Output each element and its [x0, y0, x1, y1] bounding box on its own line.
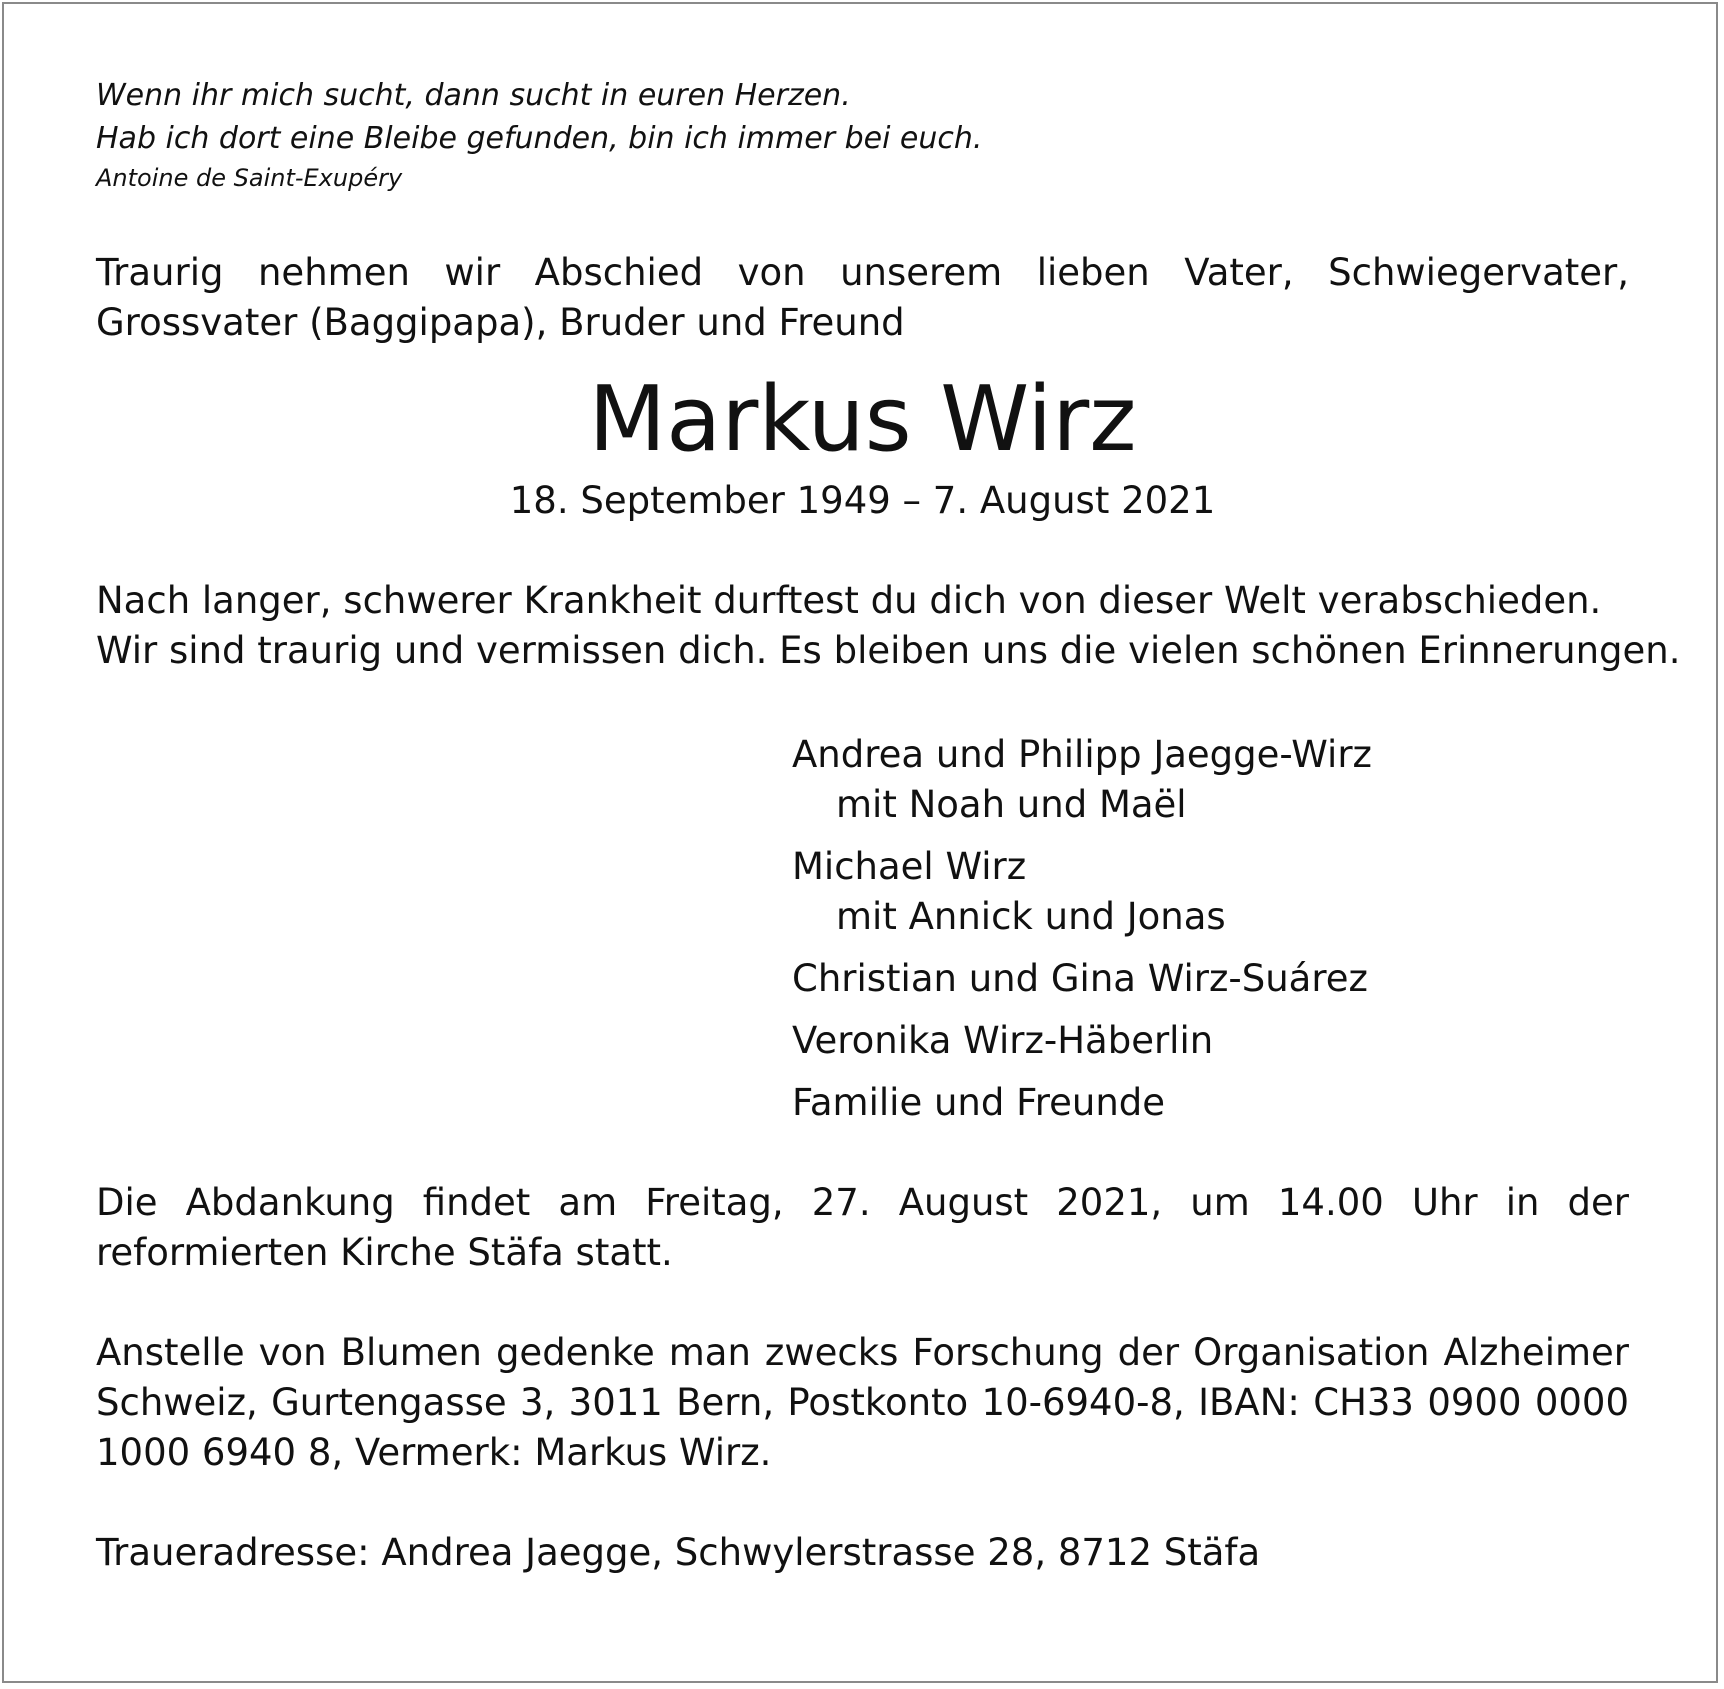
- mourning-address: Traueradresse: Andrea Jaegge, Schwylerstrasse 28, 8712 Stäfa: [96, 1531, 1261, 1574]
- mourner-family: mit Noah und Maël: [836, 783, 1187, 826]
- quote-line: Hab ich dort eine Bleibe gefunden, bin ich immer bei euch.: [96, 121, 983, 156]
- mourner-entry: [792, 1016, 1629, 1066]
- mourner-entry: [792, 842, 1629, 942]
- deceased-name: Markus Wirz: [588, 367, 1137, 472]
- life-dates: 18. September 1949 – 7. August 2021: [509, 479, 1216, 522]
- quote-line: Wenn ihr mich sucht, dann sucht in euren Herzen.: [96, 78, 851, 113]
- obituary-notice: [96, 74, 1681, 1578]
- mourner-name: Michael Wirz: [792, 845, 1027, 888]
- donation-note: Anstelle von Blumen gedenke man zwecks Forschung der Organisation Alzheimer Schweiz, Gurtengasse 3, 3011 Bern, Postkonto 10-6940-8, IBAN: CH33 0900 0000 1000 6940 8, Vermerk: Markus Wirz.: [96, 1331, 1629, 1474]
- mourner-name: Andrea und Philipp Jaegge-Wirz: [792, 733, 1372, 776]
- mourner-name: Familie und Freunde: [792, 1081, 1166, 1124]
- mourners-list: [792, 730, 1629, 1128]
- mourner-name: Christian und Gina Wirz-Suárez: [792, 957, 1368, 1000]
- farewell-message: [96, 576, 1681, 676]
- mourner-entry: [792, 730, 1629, 830]
- quote-author: Antoine de Saint-Exupéry: [96, 164, 403, 192]
- mourner-name: Veronika Wirz-Häberlin: [792, 1019, 1214, 1062]
- mourner-entry: [792, 954, 1629, 1004]
- mourner-entry: [792, 1078, 1629, 1128]
- quote-block: [96, 74, 1629, 196]
- mourner-family: mit Annick und Jonas: [836, 895, 1226, 938]
- intro-text: Traurig nehmen wir Abschied von unserem lieben Vater, Schwiegervater, Grossvater (Baggipapa), Bruder und Freund: [96, 251, 1629, 344]
- message-line: Wir sind traurig und vermissen dich. Es bleiben uns die vielen schönen Erinnerungen.: [96, 629, 1681, 672]
- service-announcement: Die Abdankung findet am Freitag, 27. August 2021, um 14.00 Uhr in der reformierten Kirche Stäfa statt.: [96, 1181, 1629, 1274]
- message-line: Nach langer, schwerer Krankheit durftest du dich von dieser Welt verabschieden.: [96, 579, 1602, 622]
